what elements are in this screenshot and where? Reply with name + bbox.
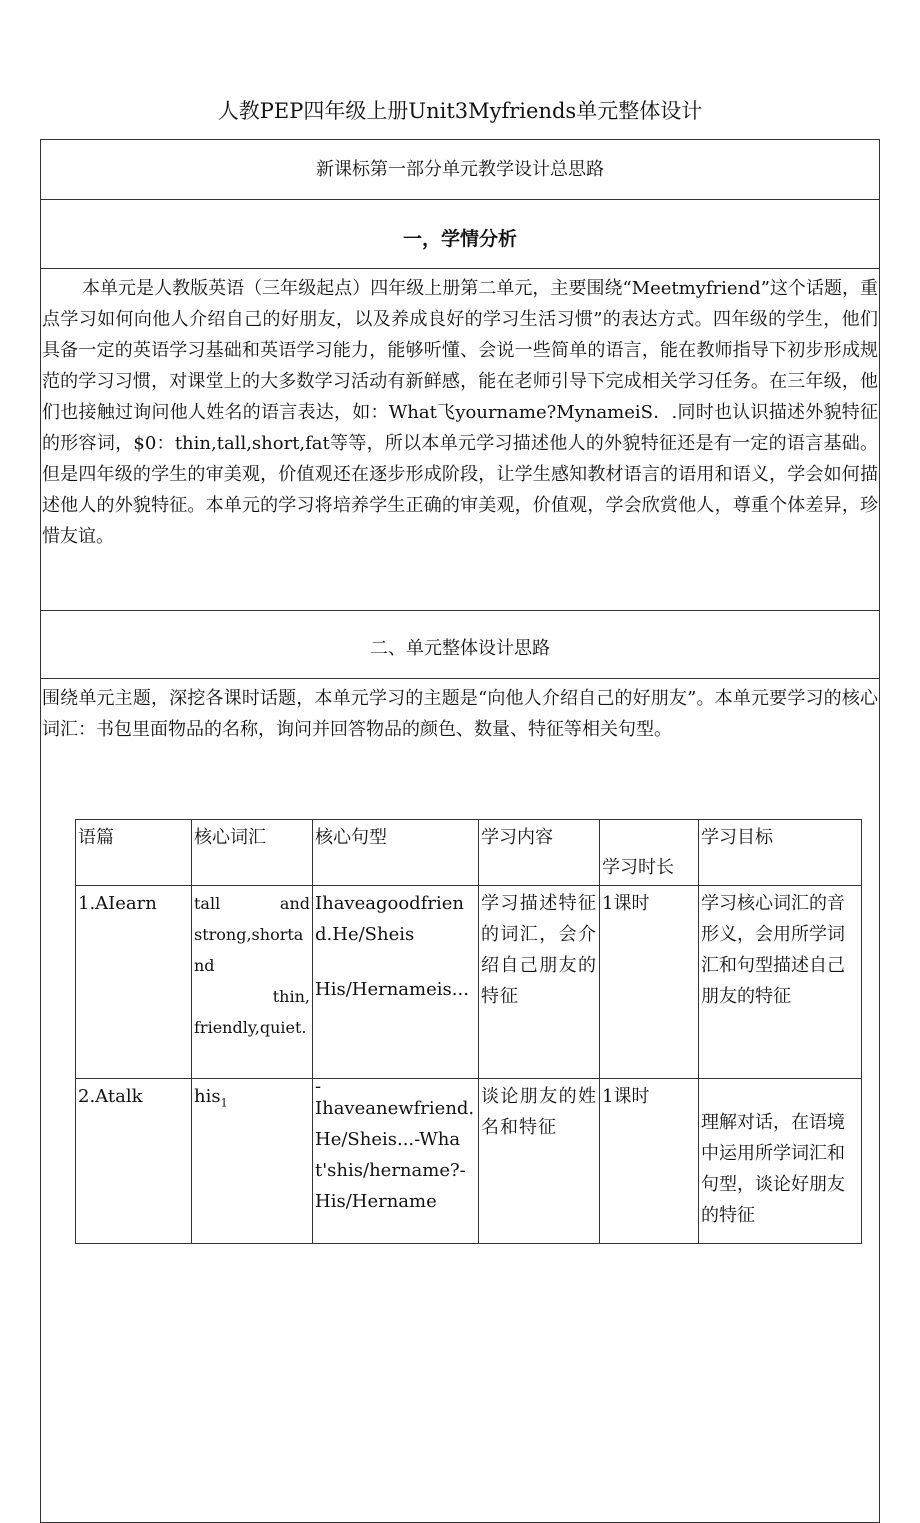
row1-lesson: 1.AIearn (76, 886, 192, 1079)
row2-content: 谈论朋友的姓名和特征 (479, 1079, 600, 1244)
divider (40, 199, 880, 200)
row1-sentence-2: His/Hernameis... (315, 979, 469, 1000)
row1-vocab-line2: strong,shortand (194, 925, 304, 975)
row2-sentence-dash: - (315, 1076, 322, 1097)
divider (40, 268, 880, 269)
row2-goal (699, 1079, 862, 1244)
document-title: 人教PEP四年级上册Unit3Myfriends单元整体设计 (217, 99, 703, 123)
header-row-label: 新课标第一部分单元教学设计总思路 (316, 159, 604, 180)
row1-sentence-1: Ihaveagoodfriend.He/Sheis (315, 893, 464, 945)
header-lesson: 语篇 (76, 820, 192, 886)
row1-vocab-line3: thin, (272, 987, 310, 1006)
row1-content: 学习描述特征的词汇，会介绍自己朋友的特征 (479, 886, 600, 1079)
row1-vocab (192, 886, 313, 1079)
row1-vocab-line1: tall and (194, 894, 310, 913)
header-duration (600, 820, 699, 886)
row1-goal: 学习核心词汇的音形义，会用所学词汇和句型描述自己朋友的特征 (699, 886, 862, 1079)
section1-title: 一，学情分析 (402, 228, 517, 250)
table-row (76, 1079, 862, 1244)
row2-sentence (313, 1076, 479, 1244)
row1-sentence (313, 886, 479, 1079)
table-header-row (76, 820, 862, 886)
header-content: 学习内容 (479, 820, 600, 886)
row2-sentence-1: Ihaveanewfriend.He/Sheis...-What'shis/hername?-His/Hername (315, 1098, 475, 1212)
header-goal: 学习目标 (699, 820, 862, 886)
section1-paragraph: 本单元是人教版英语（三年级起点）四年级上册第二单元，主要围绕“Meetmyfriend”这个话题，重点学习如何向他人介绍自己的好朋友，以及养成良好的学习生活习惯”的表达方式。四年级的学生，他们具备一定的英语学习基础和英语学习能力，能够听懂、会说一些简单的语言，能在教师指导下初步形成规范的学习习惯，对课堂上的大多数学习活动有新鲜感，能在老师引导下完成相关学习任务。在三年级，他们也接触过询问他人姓名的语言表达，如：What飞yourname?MynameiS．.同时也认识描述外貌特征的形容词，$0：thin,tall,short,fat等等，所以本单元学习描述他人的外貌特征还是有一定的语言基础。但是四年级的学生的审美观，价值观还在逐步形成阶段，让学生感知教材语言的语用和语义，学会如何描述他人的外貌特征。本单元的学习将培养学生正确的审美观，价值观，学会欣赏他人，尊重个体差异，珍惜友谊。 (42, 278, 878, 547)
row2-lesson: 2.Atalk (76, 1079, 192, 1244)
section2-title: 二、单元整体设计思路 (370, 638, 550, 659)
header-sentence: 核心句型 (313, 820, 479, 886)
lesson-plan-table (75, 819, 862, 1244)
section2-paragraph: 围绕单元主题，深挖各课时话题，本单元学习的主题是“向他人介绍自己的好朋友”。本单元要学习的核心词汇：书包里面物品的名称，询问并回答物品的颜色、数量、特征等相关句型。 (42, 688, 878, 740)
row2-duration: 1课时 (600, 1079, 699, 1244)
row1-duration: 1课时 (600, 886, 699, 1079)
row2-vocab (192, 1079, 313, 1244)
header-vocab: 核心词汇 (192, 820, 313, 886)
divider (40, 678, 880, 679)
header-duration-label: 学习时长 (602, 857, 674, 878)
table-row (76, 886, 862, 1079)
row1-vocab-line4: friendly,quiet. (194, 1018, 307, 1037)
row2-goal-text: 理解对话，在语境中运用所学词汇和句型，谈论好朋友的特征 (701, 1112, 845, 1226)
divider (40, 610, 880, 611)
row2-vocab-sub: 1 (220, 1096, 228, 1110)
row2-vocab-main: his (194, 1086, 221, 1107)
